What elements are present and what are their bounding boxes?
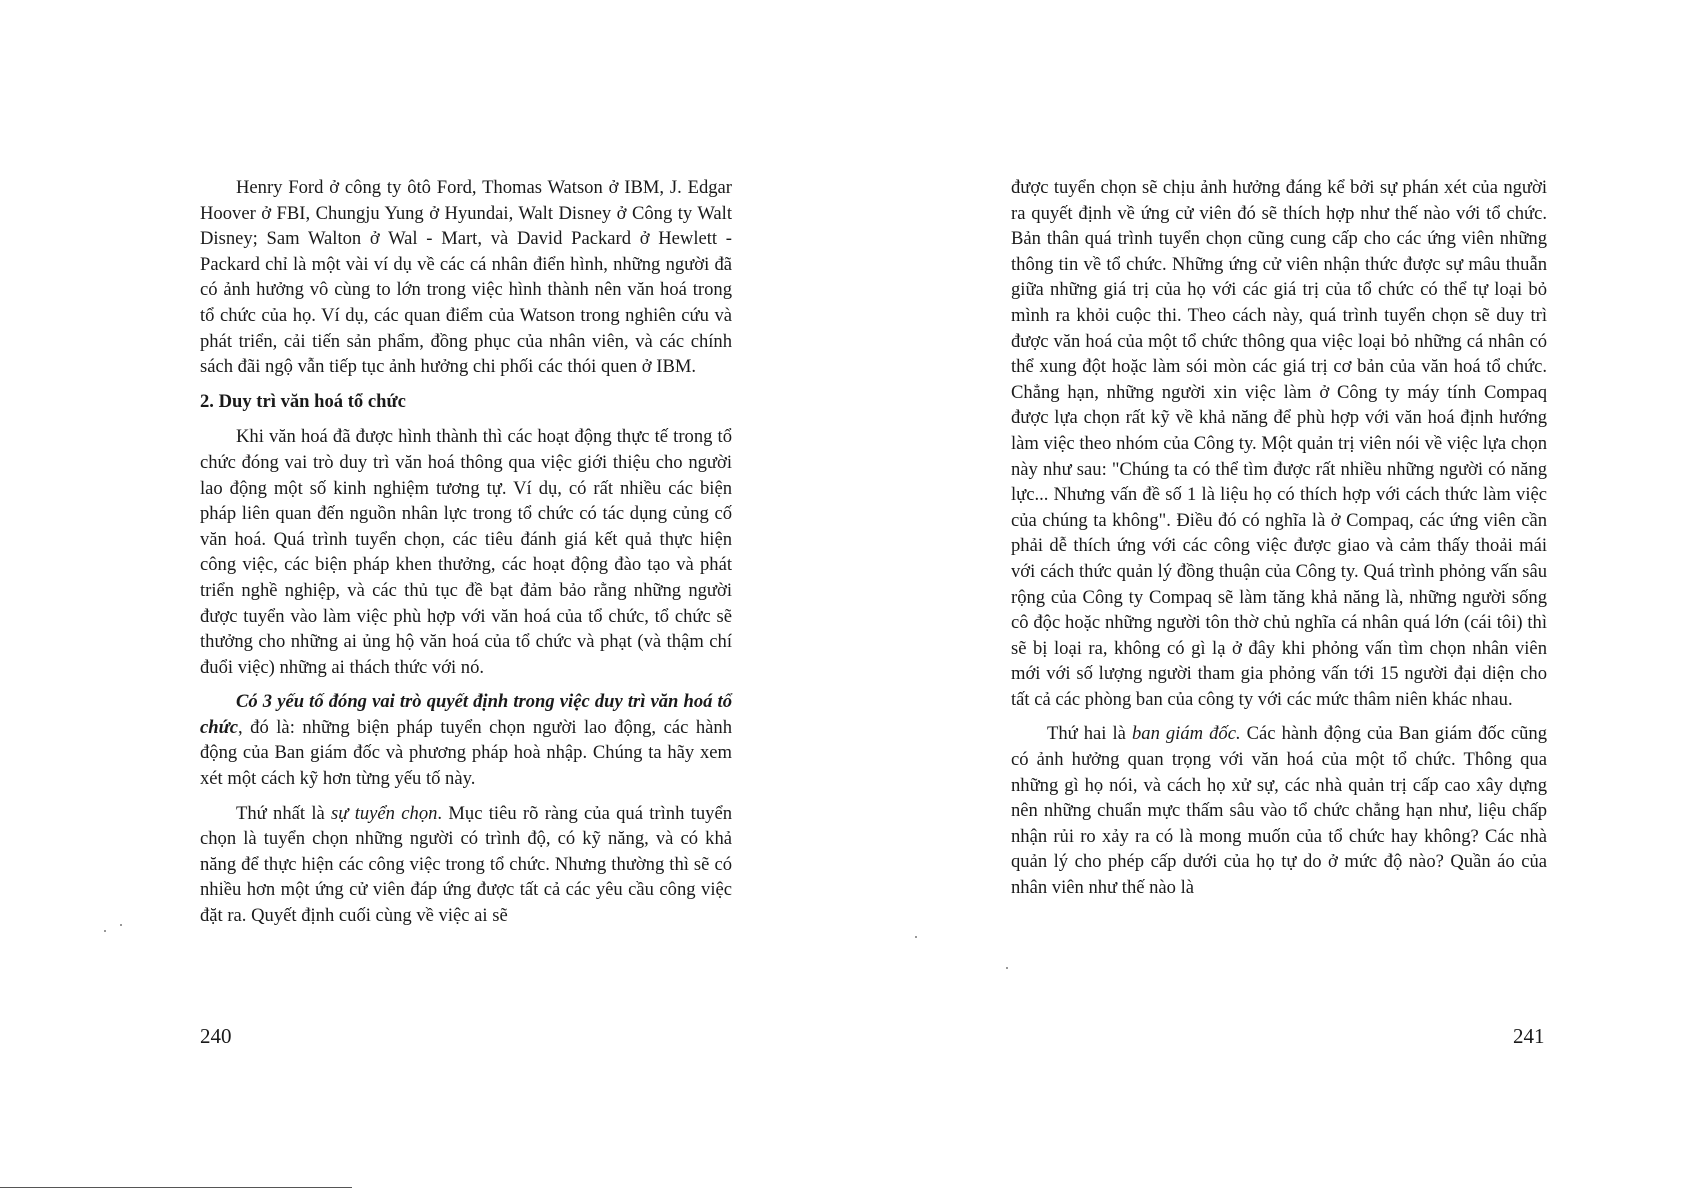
scan-edge-line	[0, 1187, 352, 1188]
left-paragraph-2: Khi văn hoá đã được hình thành thì các hoạt động thực tế trong tổ chức đóng vai trò duy trì văn hoá thông qua việc giới thiệu cho người lao động một số kinh nghiệm tương tự. Ví dụ, có rất nhiều các biện pháp liên quan đến nguồn nhân lực trong tổ chức có tác dụng củng cố văn hoá. Quá trình tuyển chọn, các tiêu đánh giá kết quả thực hiện công việc, các biện pháp khen thưởng, các hoạt động đào tạo và phát triển nghề nghiệp, và các thủ tục đề bạt đảm bảo rằng những người được tuyển vào làm việc phù hợp với văn hoá của tổ chức, tổ chức sẽ thưởng cho những ai ủng hộ văn hoá của tổ chức và phạt (và thậm chí đuổi việc) những ai thách thức với nó.	[200, 426, 732, 678]
page-number-right: 241	[1513, 1024, 1545, 1048]
scan-speck	[120, 924, 122, 926]
scan-speck	[915, 936, 917, 938]
right-paragraph-1: được tuyển chọn sẽ chịu ảnh hưởng đáng kể bởi sự phán xét của người ra quyết định về ứng cử viên đó sẽ thích hợp như thế nào với tổ chức. Bản thân quá trình tuyển chọn cũng cung cấp cho các ứng viên những thông tin về tổ chức. Những ứng cử viên nhận thức được sự mâu thuẫn giữa những giá trị của họ với các giá trị của tổ chức có thể tự loại bỏ mình ra khỏi cuộc thi. Theo cách này, quá trình tuyển chọn sẽ duy trì được văn hoá của một tổ chức thông qua việc loại bỏ những cá nhân có thể xung đột hoặc làm sói mòn các giá trị cơ bản của văn hoá tổ chức. Chẳng hạn, những người xin việc làm ở Công ty máy tính Compaq được lựa chọn rất kỹ về khả năng để phù hợp với văn hoá định hướng làm việc theo nhóm của Công ty. Một quản trị viên nói về việc lựa chọn này như sau: "Chúng ta có thể tìm được rất nhiều những người có năng lực... Nhưng vấn đề số 1 là liệu họ có thích hợp với cách thức làm việc của chúng ta không". Điều đó có nghĩa là ở Compaq, các ứng viên cần phải dễ thích ứng với các công việc được giao và cảm thấy thoải mái với cách thức quản lý đồng thuận của Công ty. Quá trình phỏng vấn sâu rộng của Công ty Compaq sẽ làm tăng khả năng là, những người sống cô độc hoặc những người tôn thờ chủ nghĩa cá nhân quá lớn (cái tôi) thì sẽ bị loại ra, không có gì lạ ở đây khi phỏng vấn tìm chọn nhân viên mới với số lượng người tham gia phỏng vấn tới 15 người đại diện cho tất cả các phòng ban của công ty với các mức thâm niên khác nhau.	[1011, 177, 1547, 710]
scan-speck	[104, 930, 106, 932]
term-board-of-directors: ban giám đốc.	[1131, 723, 1241, 745]
left-paragraph-4	[200, 801, 732, 929]
right-page	[1011, 175, 1547, 901]
left-page	[200, 175, 732, 929]
right-paragraph-2	[1011, 721, 1547, 900]
left-paragraph-4-lead: Thứ nhất là	[236, 802, 332, 824]
emphasis-three-factors: Có 3 yếu tố đóng vai trò quyết định trong việc duy trì văn hoá tổ chức	[200, 691, 732, 738]
left-paragraph-4-rest: . Mục tiêu rõ ràng của quá trình tuyển chọn là tuyển chọn những người có trình độ, có kỹ năng, và có khả năng để thực hiện các công việc trong tổ chức. Nhưng thường thì sẽ có nhiều hơn một ứng cử viên đáp ứng được tất cả các yêu cầu công việc đặt ra. Quyết định cuối cùng về việc ai sẽ	[200, 802, 732, 927]
left-paragraph-3	[200, 689, 732, 791]
page-number-left: 240	[200, 1024, 232, 1048]
right-paragraph-2-lead: Thứ hai là	[1047, 723, 1132, 745]
term-selection: sự tuyển chọn	[331, 802, 438, 824]
section-heading: 2. Duy trì văn hoá tổ chức	[200, 390, 406, 412]
right-paragraph-2-rest: Các hành động của Ban giám đốc cũng có ảnh hưởng quan trọng với văn hoá của một tổ chức. Thông qua những gì họ nói, và cách họ xử sự, các nhà quản trị cấp cao xây dựng nên những chuẩn mực thấm sâu vào tổ chức chẳng hạn như, liệu chấp nhận rủi ro xảy ra có là mong muốn của tổ chức hay không? Các nhà quản lý cho phép cấp dưới của họ tự do ở mức độ nào? Quần áo của nhân viên như thế nào là	[1011, 723, 1548, 899]
left-paragraph-1: Henry Ford ở công ty ôtô Ford, Thomas Watson ở IBM, J. Edgar Hoover ở FBI, Chungju Yung ở Hyundai, Walt Disney ở Công ty Walt Disney; Sam Walton ở Wal - Mart, và David Packard ở Hewlett - Packard chỉ là một vài ví dụ về các cá nhân điển hình, những người đã có ảnh hưởng vô cùng to lớn trong việc hình thành nên văn hoá trong tổ chức của họ. Ví dụ, các quan điểm của Watson trong nghiên cứu và phát triển, cải tiến sản phẩm, đồng phục của nhân viên, và các chính sách đãi ngộ vẫn tiếp tục ảnh hưởng chi phối các thói quen ở IBM.	[200, 177, 732, 378]
scan-speck	[1006, 967, 1008, 969]
left-paragraph-3-rest: , đó là: những biện pháp tuyển chọn người lao động, các hành động của Ban giám đốc và phương pháp hoà nhập. Chúng ta hãy xem xét một cách kỹ hơn từng yếu tố này.	[200, 716, 732, 790]
